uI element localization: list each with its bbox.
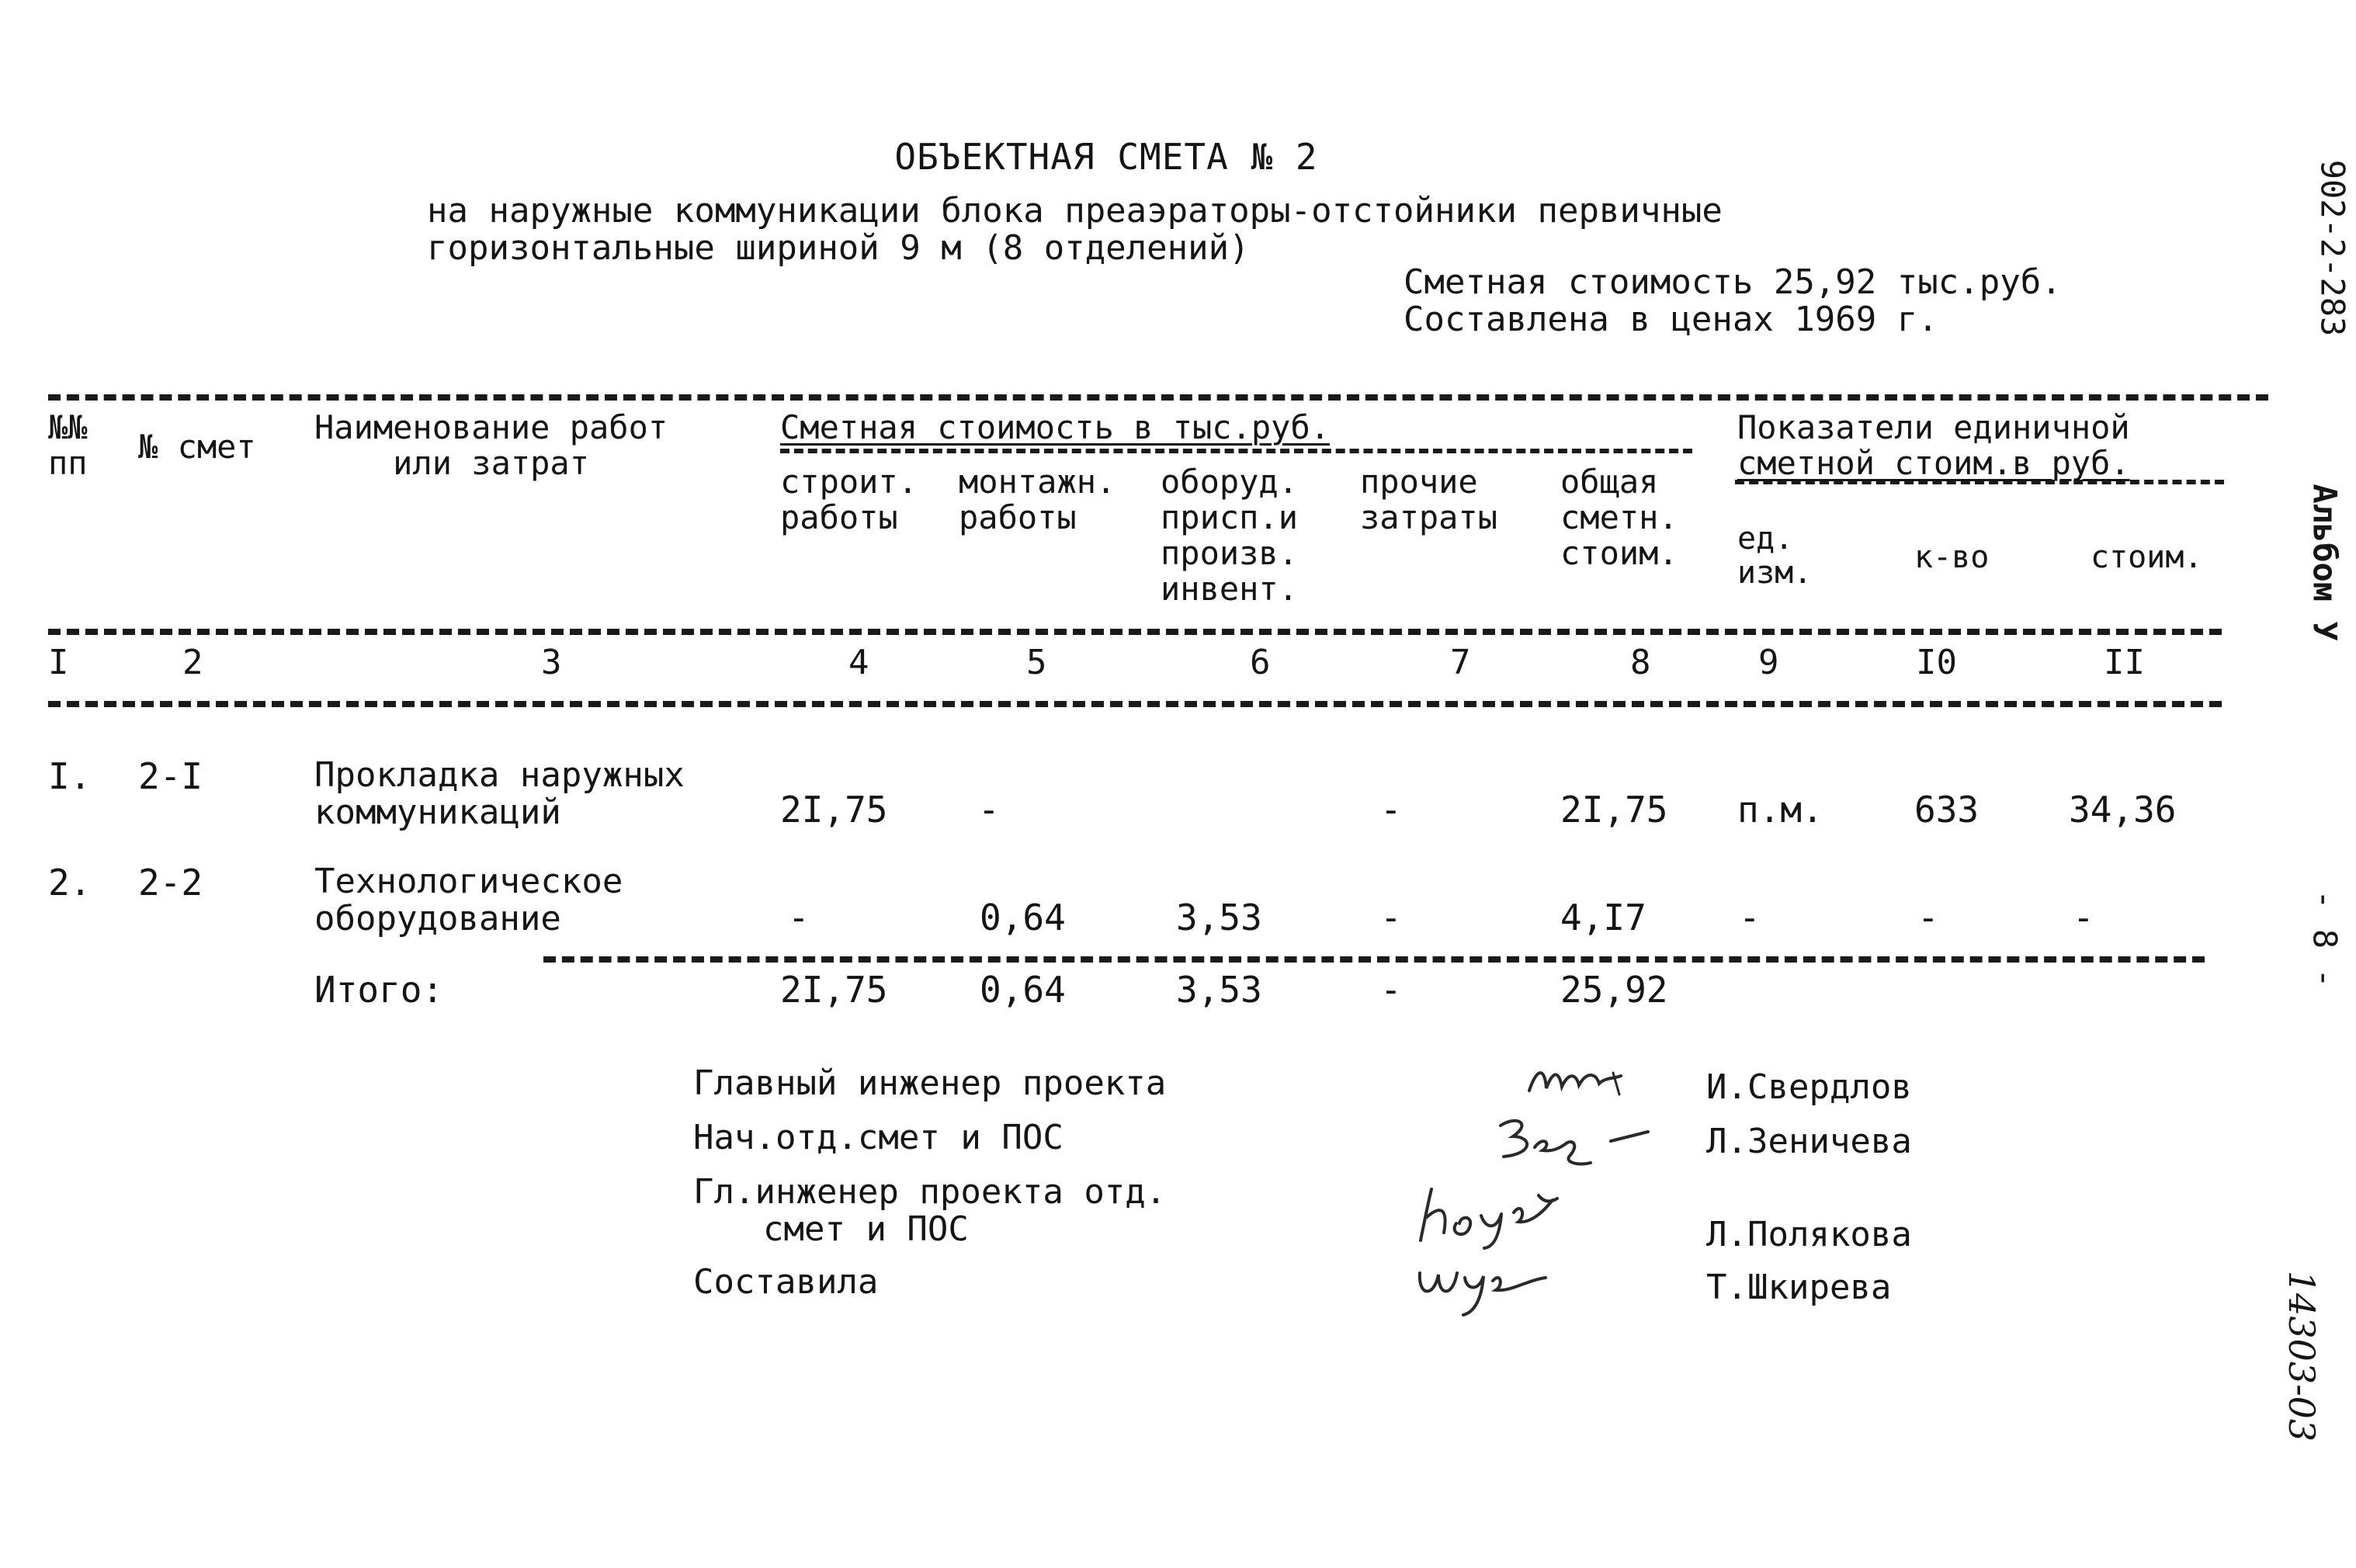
header-col4-line-1: строит. [780,463,918,501]
header-col6-line-4: инвент. [1161,570,1299,608]
header-num-line-1: №№ [48,408,88,446]
total-col4: 2I,75 [780,969,888,1011]
rule-cost-group [780,449,1692,453]
row1-col5: - [978,789,1000,831]
row1-name [314,757,685,831]
row1-name-line-1: Прокладка наружных [314,755,685,795]
row1-smet: 2-I [138,755,203,797]
archive-number: 14303-03 [2281,1270,2323,1442]
signer-role-3-line-1: Гл.инженер проекта отд. [693,1172,1167,1212]
colnum-8: 8 [1630,643,1651,682]
total-col7: - [1380,969,1402,1011]
row1-col7: - [1380,789,1402,831]
header-num [48,410,88,481]
page-number: - 8 - [2306,890,2344,988]
header-num-line-2: пп [48,444,88,482]
row2-name [314,863,623,938]
row2-name-line-1: Технологическое [314,862,623,901]
header-col6-line-3: произв. [1161,534,1299,572]
row2-col6: 3,53 [1176,897,1262,938]
signature-3 [1405,1178,1584,1252]
colnum-11: II [2104,643,2145,682]
total-col8: 25,92 [1560,969,1668,1011]
row2-col9: - [1739,897,1761,938]
header-col9-line-1: ед. [1737,521,1794,557]
header-col9-line-2: изм. [1737,555,1813,591]
row1-col9: п.м. [1737,789,1823,831]
subtitle-line-2: горизонтальные шириной 9 м (8 отделений) [427,228,1250,268]
rule-header-bottom [48,629,2222,635]
signer-role-2-line-1: Нач.отд.смет и ПОС [693,1118,1063,1157]
total-col5: 0,64 [980,969,1066,1011]
signer-name-3: Л.Полякова [1706,1215,1912,1254]
row1-name-line-2: коммуникаций [314,793,561,832]
colnum-5: 5 [1026,643,1047,682]
estimated-cost: Сметная стоимость 25,92 тыс.руб. [1404,262,2062,302]
header-indicator-line-2: сметной стоим.в руб. [1737,444,2130,482]
header-col7-line-1: прочие [1360,463,1478,501]
header-col10: к-во [1914,539,1990,575]
signature-4 [1409,1250,1564,1320]
header-col8-line-2: сметн. [1560,498,1678,536]
header-col8 [1560,464,1678,571]
document-subtitle [427,193,1723,267]
rule-colnums-bottom [48,701,2222,707]
row2-col4: - [788,897,810,938]
signer-role-3 [693,1174,1166,1248]
header-col8-line-3: стоим. [1560,534,1678,572]
row2-smet: 2-2 [138,862,203,904]
colnum-2: 2 [182,643,203,682]
header-indicator-group [1737,410,2130,481]
header-cost-group: Сметная стоимость в тыс.руб. [780,408,1331,446]
header-col5 [959,464,1116,536]
row1-col10: 633 [1914,789,1980,831]
row2-col10: - [1917,897,1939,938]
rule-before-total [543,956,2205,963]
rule-top [48,394,2268,401]
header-col4-line-2: работы [780,498,898,536]
document-title: ОБЪЕКТНАЯ СМЕТА № 2 [894,136,1318,178]
header-col9 [1737,522,1812,590]
colnum-4: 4 [848,643,869,682]
signer-role-3-line-2: смет и ПОС [763,1209,969,1249]
signer-name-4: Т.Шкирева [1706,1268,1892,1307]
signer-role-1-line-1: Главный инженер проекта [693,1063,1167,1103]
signer-name-2: Л.Зеничева [1706,1122,1912,1161]
subtitle-line-1: на наружные коммуникации блока преаэраторы-отстойники первичные [427,191,1723,231]
header-name-line-2: или затрат [393,444,590,482]
row2-col8: 4,I7 [1560,897,1646,938]
signature-1 [1522,1056,1646,1110]
price-basis: Составлена в ценах 1969 г. [1404,300,1938,339]
total-col6: 3,53 [1176,969,1262,1011]
header-col8-line-1: общая [1560,463,1659,501]
signer-role-4-line-1: Составила [693,1262,879,1302]
row2-col7: - [1380,897,1402,938]
row2-num: 2. [48,862,92,904]
colnum-3: 3 [541,643,562,682]
signer-role-4 [693,1264,878,1301]
header-col5-line-1: монтажн. [959,463,1116,501]
cost-meta [1404,264,2062,338]
total-label: Итого: [314,969,444,1011]
header-col6-line-1: оборуд. [1161,463,1299,501]
album-label: Альбом У [2306,484,2344,641]
row1-col4: 2I,75 [780,789,888,831]
colnum-10: I0 [1916,643,1957,682]
project-code: 902-2-283 [2313,159,2352,337]
header-col5-line-2: работы [959,498,1077,536]
signer-name-1: И.Свердлов [1706,1067,1912,1107]
row2-name-line-2: оборудование [314,899,561,938]
row1-num: I. [48,755,92,797]
row1-col11: 34,36 [2069,789,2177,831]
colnum-9: 9 [1758,643,1779,682]
row2-col5: 0,64 [980,897,1066,938]
header-col4 [780,464,918,536]
header-name [314,410,668,481]
colnum-7: 7 [1450,643,1471,682]
header-col6-line-2: присп.и [1161,498,1299,536]
header-col6 [1161,464,1298,607]
header-col7 [1360,464,1497,536]
header-indicator-line-1: Показатели единичной [1737,408,2130,446]
signature-2 [1487,1108,1665,1174]
colnum-1: I [48,643,69,682]
header-smet: № смет [138,428,256,466]
row2-col11: - [2073,897,2094,938]
header-name-line-1: Наименование работ [314,408,668,446]
signer-role-2 [693,1119,1063,1157]
signer-role-1 [693,1065,1166,1102]
colnum-6: 6 [1250,643,1271,682]
header-col7-line-2: затраты [1360,498,1498,536]
row1-col8: 2I,75 [1560,789,1668,831]
header-col11: стоим. [2091,539,2203,575]
